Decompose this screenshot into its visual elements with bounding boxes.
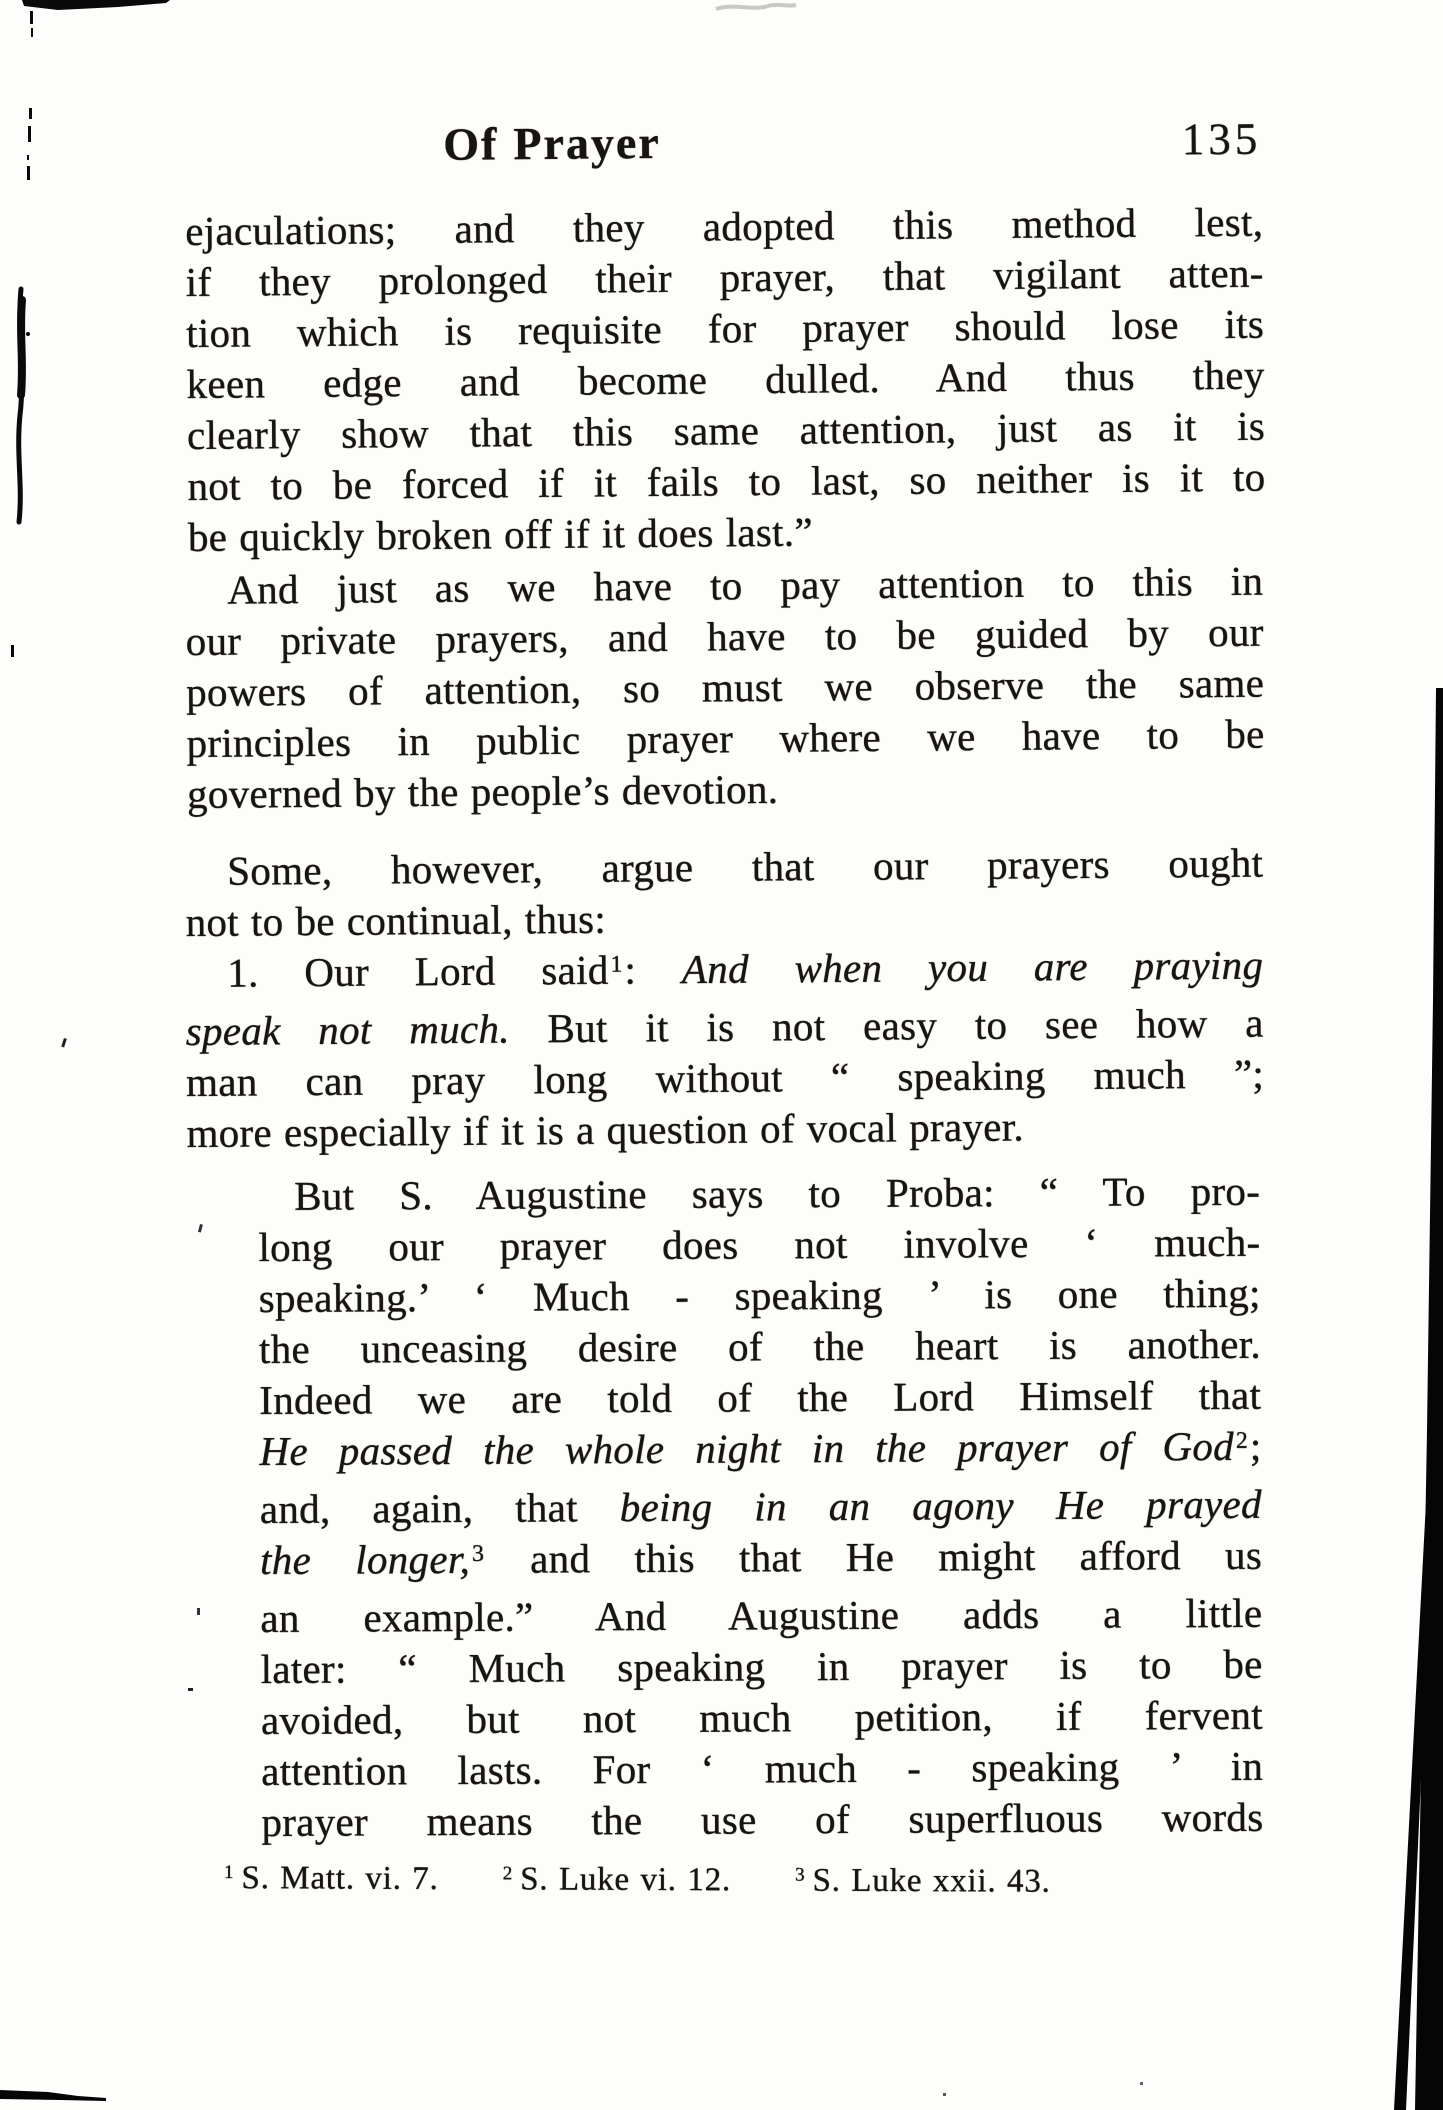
- text-run: S. Matt. vi. 7.: [241, 1860, 439, 1897]
- scan-artifact-dash: [28, 126, 31, 142]
- text-run: ejaculations; and they adopted this method lest,: [185, 198, 1264, 254]
- footnote-line: [222, 1856, 1282, 1910]
- scan-artifact-dash: [29, 108, 32, 119]
- text-run: But S. Augustine says to Proba: “ To pro-: [294, 1167, 1261, 1219]
- text-line: [186, 299, 1264, 359]
- scan-artifact-dash: [31, 28, 33, 37]
- page-number: 135: [1181, 113, 1262, 165]
- text-line: [187, 760, 1265, 820]
- running-header: [185, 111, 1264, 184]
- scan-artifact-left-scratch-thick: [21, 300, 22, 395]
- text-line: [185, 607, 1263, 667]
- text-line: [186, 350, 1264, 410]
- text-run: S. Luke vi. 12.: [520, 1861, 732, 1899]
- text-run: speak not much.: [185, 1005, 510, 1054]
- text-line: [185, 998, 1263, 1057]
- text-run: prayer means the use of superfluous words: [261, 1793, 1264, 1845]
- text-line: [186, 1049, 1264, 1108]
- scan-speck: [198, 1224, 203, 1233]
- text-run: and this that He might afford us: [485, 1531, 1263, 1582]
- footnote-marker: 1: [223, 1862, 234, 1884]
- text-run: ;: [1249, 1422, 1262, 1469]
- text-run: :: [624, 946, 683, 993]
- text-run: attention lasts. For ‘ much - speaking ’ in: [261, 1742, 1264, 1794]
- text-line: [259, 1268, 1261, 1324]
- text-line: [260, 1639, 1262, 1695]
- text-run: not to be forced if it fails to last, so neither is it to: [187, 453, 1266, 509]
- text-run: an example.” And Augustine adds a little: [260, 1589, 1263, 1641]
- text-line: [185, 889, 1263, 948]
- scan-speck: [61, 1038, 67, 1047]
- scan-artifact-left-scratch: [19, 289, 22, 522]
- footnote-marker: 2: [502, 1863, 513, 1885]
- text-run: powers of attention, so must we observe the same: [185, 659, 1265, 715]
- footnote-marker: 3: [471, 1540, 484, 1568]
- scan-artifact-dash: [30, 11, 33, 24]
- text-run: avoided, but not much petition, if fervent: [260, 1691, 1263, 1743]
- page-title: Of Prayer: [442, 116, 661, 170]
- text-line: [258, 1217, 1260, 1273]
- text-run: Indeed we are told of the Lord Himself that: [259, 1371, 1262, 1423]
- text-run: and, again, that: [259, 1484, 620, 1532]
- text-line: [187, 452, 1265, 512]
- paragraph: [185, 197, 1266, 563]
- scan-artifact-right-edge-bar: [1415, 688, 1443, 2110]
- text-line: [186, 1100, 1264, 1159]
- scan-artifact-right-edge-bar-2: [1394, 1445, 1435, 2110]
- text-run: more especially if it is a question of vocal prayer.: [186, 1103, 1025, 1156]
- text-run: And just as we have to pay attention to this in: [227, 557, 1264, 613]
- block-quote: [258, 1166, 1264, 1848]
- text-run: be quickly broken off if it does last.”: [187, 508, 813, 560]
- scan-artifact-dash: [27, 155, 29, 160]
- scan-artifact-bottom-left-streak: [0, 2090, 106, 2101]
- scan-artifact-dash: [27, 166, 30, 180]
- text-run: later: “ Much speaking in prayer is to be: [260, 1640, 1263, 1692]
- footnote-marker: 2: [1235, 1427, 1248, 1455]
- text-run: S. Luke xxii. 43.: [812, 1862, 1051, 1900]
- text-line: [260, 1530, 1262, 1593]
- text-run: if they prolonged their prayer, that vigilant atten-: [185, 249, 1264, 305]
- text-line: [185, 940, 1263, 1006]
- paragraph: [185, 556, 1265, 820]
- text-line: [259, 1319, 1261, 1375]
- text-line: [185, 838, 1263, 897]
- text-line: [258, 1166, 1260, 1222]
- scan-artifact-top-left-streak: [22, 0, 170, 10]
- scan-speck: [188, 1688, 193, 1691]
- text-run: man can pray long without “ speaking much ”;: [185, 1050, 1265, 1105]
- text-line: [222, 1856, 1282, 1910]
- text-line: [185, 248, 1263, 308]
- scan-speck: [197, 1608, 200, 1615]
- text-line: [186, 709, 1264, 769]
- text-line: [260, 1588, 1262, 1644]
- text-line: [185, 197, 1263, 257]
- text-run: being in an agony He prayed: [619, 1480, 1262, 1531]
- text-run: Some, however, argue that our prayers ought: [227, 839, 1264, 894]
- text-run: 1. Our Lord said: [227, 946, 609, 996]
- text-run: the unceasing desire of the heart is another.: [258, 1320, 1262, 1372]
- footnote-marker: 3: [794, 1864, 805, 1886]
- text-line: [185, 556, 1263, 616]
- scan-artifact-top-smudge: [716, 5, 796, 9]
- text-line: [188, 503, 1266, 563]
- text-run: governed by the people’s devotion.: [186, 765, 779, 817]
- text-line: [186, 658, 1264, 718]
- text-run: long our prayer does not involve ‘ much-: [258, 1218, 1261, 1270]
- text-run: He passed the whole night in the prayer of God: [259, 1422, 1234, 1474]
- text-line: [261, 1690, 1263, 1746]
- text-line: [259, 1370, 1261, 1426]
- text-run: clearly show that this same attention, just as it is: [186, 402, 1266, 458]
- paragraph: [185, 838, 1264, 948]
- text-line: [259, 1421, 1261, 1484]
- scan-artifact-dot: [26, 332, 30, 336]
- text-run: tion which is requisite for prayer should lose its: [185, 300, 1265, 356]
- text-run: But it is not easy to see how a: [509, 999, 1264, 1052]
- text-run: speaking.’ ‘ Much - speaking ’ is one thing;: [258, 1269, 1261, 1321]
- text-line: [260, 1479, 1262, 1535]
- text-run: principles in public prayer where we have to be: [186, 710, 1265, 766]
- text-line: [261, 1792, 1263, 1848]
- text-run: the longer,: [259, 1535, 471, 1583]
- footnote-marker: 1: [610, 951, 623, 978]
- scan-artifact-dash: [11, 645, 14, 657]
- paragraph: [185, 940, 1265, 1159]
- text-run: keen edge and become dulled. And thus they: [186, 351, 1265, 407]
- text-run: And when you are praying: [681, 941, 1264, 993]
- scan-speck: [943, 2093, 946, 2096]
- text-run: not to be continual, thus:: [185, 895, 607, 945]
- scan-speck: [1140, 2082, 1143, 2085]
- text-line: [261, 1741, 1263, 1797]
- text-line: [187, 401, 1265, 461]
- text-run: our private prayers, and have to be guided by our: [185, 608, 1264, 664]
